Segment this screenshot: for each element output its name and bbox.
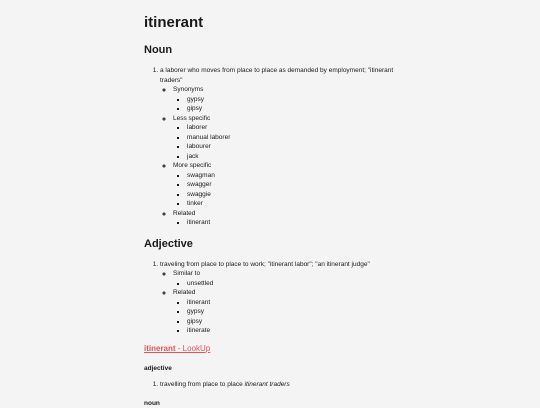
page-title: itinerant bbox=[144, 14, 204, 31]
list-item[interactable]: ▪ unsettled bbox=[187, 279, 404, 289]
noun-group-more-specific: ◦ More specific ▪ swagman ▪ swagger ▪ swaggie ▪ tinker bbox=[173, 161, 404, 209]
list-item[interactable]: ▪ swaggie bbox=[187, 190, 404, 200]
list-item[interactable]: ▪ itinerant bbox=[187, 298, 404, 308]
list-item[interactable]: ▪ manual laborer bbox=[187, 133, 404, 143]
list-item[interactable]: ▪ swagman bbox=[187, 171, 404, 181]
noun-definitions bbox=[144, 66, 404, 228]
lookup-link[interactable]: itinerant - LookUp bbox=[144, 343, 211, 353]
list-item[interactable]: ▪ gipsy bbox=[187, 317, 404, 327]
noun-group-less-specific: ◦ Less specific ▪ laborer ▪ manual laborer ▪ labourer ▪ jack bbox=[173, 114, 404, 162]
lookup-heading bbox=[144, 343, 404, 355]
noun-definition-text: a laborer who moves from place to place as demanded by employment; "itinerant traders" bbox=[160, 67, 394, 84]
noun-group-synonyms: ◦ Synonyms ▪ gypsy ▪ gipsy bbox=[173, 85, 404, 114]
adjective-definition-text: traveling from place to place to work; "itinerant labor"; "an itinerant judge" bbox=[160, 260, 370, 268]
lookup-definition-1: 1. travelling from place to place itinerant traders bbox=[160, 380, 404, 389]
lookup-pos-noun: noun bbox=[144, 399, 160, 407]
adjective-group-related: ◦ Related ▪ itinerant ▪ gypsy ▪ gipsy ▪ itinerate bbox=[173, 288, 404, 336]
lookup-definitions bbox=[144, 380, 404, 389]
adjective-definition-1 bbox=[160, 260, 404, 336]
list-item[interactable]: ▪ labourer bbox=[187, 142, 404, 152]
list-item[interactable]: ▪ laborer bbox=[187, 123, 404, 133]
list-item[interactable]: ▪ gypsy bbox=[187, 307, 404, 317]
dictionary-page bbox=[144, 0, 404, 408]
list-item[interactable]: ▪ itinerate bbox=[187, 326, 404, 336]
adjective-relations bbox=[160, 269, 404, 336]
adjective-heading: Adjective bbox=[144, 237, 193, 250]
noun-heading: Noun bbox=[144, 44, 173, 56]
noun-definition-1 bbox=[160, 66, 404, 228]
list-item[interactable]: ▪ jack bbox=[187, 152, 404, 162]
noun-group-related: ◦ Related ▪ itinerant bbox=[173, 209, 404, 228]
list-item[interactable]: ▪ gypsy bbox=[187, 95, 404, 105]
list-item[interactable]: ▪ gipsy bbox=[187, 104, 404, 114]
lookup-example: itinerant traders bbox=[244, 380, 290, 388]
list-item[interactable]: ▪ tinker bbox=[187, 199, 404, 209]
list-item[interactable]: ▪ itinerant bbox=[187, 218, 404, 228]
list-item[interactable]: ▪ swagger bbox=[187, 180, 404, 190]
lookup-pos-adjective: adjective bbox=[144, 364, 172, 372]
adjective-definitions bbox=[144, 260, 404, 336]
adjective-group-similar: ◦ Similar to ▪ unsettled bbox=[173, 269, 404, 288]
noun-relations bbox=[160, 85, 404, 228]
